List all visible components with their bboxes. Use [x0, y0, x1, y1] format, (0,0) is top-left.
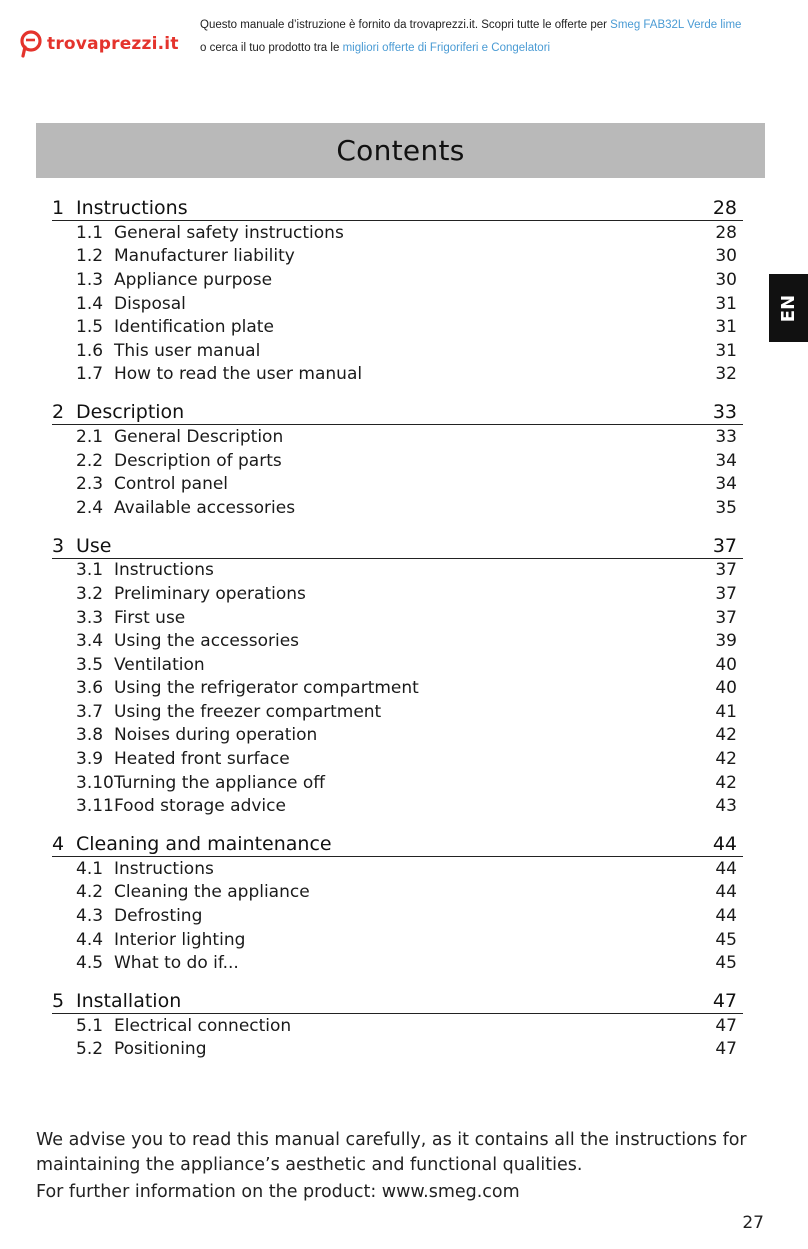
toc-entry-num: 1.6 — [76, 340, 104, 361]
toc-entry[interactable] — [52, 928, 743, 952]
toc-section-page: 28 — [712, 197, 737, 219]
toc-entry[interactable] — [52, 951, 743, 975]
toc-entry-num: 1.1 — [76, 222, 104, 243]
toc-entry-num: 3.3 — [76, 607, 104, 628]
toc-entry-page: 31 — [715, 340, 737, 361]
title-bar — [36, 123, 765, 178]
toc-entry-title: This user manual — [114, 340, 261, 361]
toc-section-heading[interactable] — [52, 983, 743, 1014]
toc-entry-page: 45 — [715, 953, 737, 974]
toc-entry[interactable] — [52, 747, 743, 771]
toc-entry-title: Food storage advice — [114, 796, 286, 817]
logo-text: trovaprezzi.it — [47, 34, 179, 54]
toc-entry[interactable] — [52, 904, 743, 928]
toc-entry[interactable] — [52, 363, 743, 387]
toc-section-page: 44 — [712, 833, 737, 856]
toc-section-heading[interactable] — [52, 394, 743, 425]
toc-section-page: 47 — [712, 990, 737, 1013]
toc-entry-title: Ventilation — [114, 654, 205, 675]
toc-entry-num: 4.1 — [76, 858, 104, 879]
toc-entry-page: 42 — [715, 772, 737, 793]
toc-entry[interactable] — [52, 315, 743, 339]
toc-entry-num: 3.1 — [76, 560, 104, 581]
trovaprezzi-logo[interactable] — [20, 27, 179, 61]
trovaprezzi-logo-icon — [20, 30, 42, 58]
toc-section-num: 1 — [52, 197, 65, 219]
toc-entry-num: 3.5 — [76, 654, 104, 675]
toc-entry[interactable] — [52, 449, 743, 473]
toc-entry-num: 5.1 — [76, 1015, 104, 1036]
toc-section-num: 2 — [52, 401, 65, 424]
toc-section — [52, 394, 743, 519]
toc-entry-title: Preliminary operations — [114, 583, 306, 604]
toc-entry-num: 1.7 — [76, 364, 104, 385]
toc-entry-num: 1.4 — [76, 293, 104, 314]
toc-entry[interactable] — [52, 472, 743, 496]
toc-section-page: 37 — [712, 534, 737, 557]
toc-entry-page: 40 — [715, 678, 737, 699]
toc-entry-num: 1.3 — [76, 269, 104, 290]
toc-entry[interactable] — [52, 629, 743, 653]
toc-section-title: Instructions — [76, 197, 188, 219]
toc-entry[interactable] — [52, 1014, 743, 1038]
toc-entry[interactable] — [52, 245, 743, 269]
toc-entry-page: 30 — [715, 269, 737, 290]
toc-section-heading[interactable] — [52, 190, 743, 221]
toc-entry[interactable] — [52, 881, 743, 905]
toc-section-page: 33 — [712, 401, 737, 424]
toc-entry-title: Interior lighting — [114, 929, 246, 950]
toc-entry-num: 2.2 — [76, 450, 104, 471]
toc-entry[interactable] — [52, 559, 743, 583]
toc-section-num: 3 — [52, 534, 65, 557]
toc-entry-num: 1.5 — [76, 317, 104, 338]
toc-section-title: Installation — [76, 990, 182, 1013]
toc-section-num: 5 — [52, 990, 65, 1013]
toc-entry-title: Using the accessories — [114, 631, 300, 652]
toc-entry[interactable] — [52, 771, 743, 795]
toc-entry-title: Description of parts — [114, 450, 282, 471]
toc-entry-page: 33 — [715, 426, 737, 447]
toc-entry-num: 5.2 — [76, 1039, 104, 1060]
toc-entry-title: Appliance purpose — [114, 269, 273, 290]
toc-entry-num: 3.6 — [76, 678, 104, 699]
toc-entry[interactable] — [52, 496, 743, 520]
toc-entry[interactable] — [52, 794, 743, 818]
language-tab-label: EN — [778, 294, 799, 322]
toc-entry-title: Defrosting — [114, 906, 203, 927]
toc-entry-title: Turning the appliance off — [114, 772, 325, 793]
toc-entry-page: 35 — [715, 497, 737, 518]
toc-section-title: Description — [76, 401, 185, 424]
toc-entry-title: Instructions — [114, 858, 214, 879]
header-line-2 — [200, 37, 800, 60]
toc-entry[interactable] — [52, 724, 743, 748]
toc-entry-title: Heated front surface — [114, 749, 290, 770]
toc-entry-page: 31 — [715, 317, 737, 338]
toc-entry-title: Using the freezer compartment — [114, 701, 382, 722]
toc-entry[interactable] — [52, 857, 743, 881]
toc-entry-num: 3.10 — [76, 772, 114, 793]
footer — [36, 1128, 776, 1207]
toc-section-heading[interactable] — [52, 826, 743, 857]
toc-entry-num: 3.2 — [76, 583, 104, 604]
toc-entry-title: Control panel — [114, 474, 229, 495]
toc-entry-page: 47 — [715, 1039, 737, 1060]
footer-advice: We advise you to read this manual carefully, as it contains all the instructions for maintaining the appliance’s aesthetic and functional qualities. — [36, 1130, 747, 1175]
toc-entry[interactable] — [52, 1038, 743, 1062]
toc-entry-title: What to do if... — [114, 953, 239, 974]
toc-entry-page: 43 — [715, 796, 737, 817]
toc-entry[interactable] — [52, 339, 743, 363]
toc-entry-page: 31 — [715, 293, 737, 314]
toc-entry-num: 2.4 — [76, 497, 104, 518]
toc-section-heading[interactable] — [52, 528, 743, 559]
toc-entry[interactable] — [52, 677, 743, 701]
toc-entry-title: Identification plate — [114, 317, 274, 338]
toc-entry-title: Available accessories — [114, 497, 296, 518]
toc-entry-num: 3.11 — [76, 796, 114, 817]
toc-entry-num: 1.2 — [76, 246, 104, 267]
toc-entry[interactable] — [52, 268, 743, 292]
toc-entry-page: 34 — [715, 474, 737, 495]
language-tab — [769, 274, 808, 342]
toc-entry-page: 40 — [715, 654, 737, 675]
toc-entry-page: 34 — [715, 450, 737, 471]
toc-entry-num: 3.9 — [76, 749, 104, 770]
toc-entry[interactable] — [52, 606, 743, 630]
toc-entry-page: 37 — [715, 583, 737, 604]
toc-entry-num: 4.3 — [76, 906, 104, 927]
toc-entry-num: 3.4 — [76, 631, 104, 652]
toc-section — [52, 528, 743, 819]
toc-entry-page: 39 — [715, 631, 737, 652]
header-notice — [200, 14, 800, 60]
toc-entry-page: 42 — [715, 725, 737, 746]
table-of-contents — [52, 190, 743, 1069]
toc-entry-title: Cleaning the appliance — [114, 882, 310, 903]
toc-section-title: Cleaning and maintenance — [76, 833, 332, 856]
toc-entry-title: Positioning — [114, 1039, 207, 1060]
toc-entry-page: 41 — [715, 701, 737, 722]
header-line-1-text: Questo manuale d’istruzione è fornito da trovaprezzi.it. Scopri tutte le offerte per — [200, 19, 611, 31]
toc-entry-title: Electrical connection — [114, 1015, 292, 1036]
toc-entry-page: 42 — [715, 749, 737, 770]
footer-info: For further information on the product: www.smeg.com — [36, 1182, 520, 1202]
toc-entry-num: 4.4 — [76, 929, 104, 950]
page-title: Contents — [336, 134, 465, 167]
toc-entry-num: 3.7 — [76, 701, 104, 722]
toc-entry-num: 2.1 — [76, 426, 104, 447]
toc-entry-page: 37 — [715, 607, 737, 628]
toc-entry-page: 37 — [715, 560, 737, 581]
toc-entry-page: 28 — [715, 222, 737, 243]
toc-entry[interactable] — [52, 653, 743, 677]
toc-entry-num: 4.2 — [76, 882, 104, 903]
product-offers-link[interactable]: Smeg FAB32L Verde lime — [610, 19, 742, 31]
toc-entry-title: How to read the user manual — [114, 364, 363, 385]
toc-entry-page: 44 — [715, 858, 737, 879]
toc-entry[interactable] — [52, 292, 743, 316]
toc-entry-title: First use — [114, 607, 186, 628]
toc-entry-page: 30 — [715, 246, 737, 267]
toc-entry[interactable] — [52, 425, 743, 449]
toc-section-title: Use — [76, 534, 112, 557]
toc-entry-page: 32 — [715, 364, 737, 385]
header-line-2-text: o cerca il tuo prodotto tra le — [200, 42, 343, 54]
toc-entry-title: Disposal — [114, 293, 186, 314]
toc-section-num: 4 — [52, 833, 65, 856]
toc-entry-title: Instructions — [114, 560, 214, 581]
toc-entry-num: 3.8 — [76, 725, 104, 746]
toc-entry-title: Noises during operation — [114, 725, 318, 746]
toc-section — [52, 983, 743, 1061]
toc-entry-title: General safety instructions — [114, 222, 344, 243]
toc-entry-page: 44 — [715, 882, 737, 903]
toc-entry-num: 4.5 — [76, 953, 104, 974]
toc-entry-num: 2.3 — [76, 474, 104, 495]
toc-entry[interactable] — [52, 221, 743, 245]
toc-entry[interactable] — [52, 700, 743, 724]
toc-entry-title: Manufacturer liability — [114, 246, 295, 267]
toc-section — [52, 190, 743, 386]
toc-section — [52, 826, 743, 975]
page-number: 27 — [742, 1213, 764, 1233]
category-offers-link[interactable]: migliori offerte di Frigoriferi e Congelatori — [342, 42, 551, 54]
toc-entry-page: 45 — [715, 929, 737, 950]
toc-entry-title: Using the refrigerator compartment — [114, 678, 419, 699]
toc-entry[interactable] — [52, 582, 743, 606]
toc-entry-page: 44 — [715, 906, 737, 927]
header-line-1 — [200, 14, 800, 37]
toc-entry-page: 47 — [715, 1015, 737, 1036]
toc-entry-title: General Description — [114, 426, 284, 447]
